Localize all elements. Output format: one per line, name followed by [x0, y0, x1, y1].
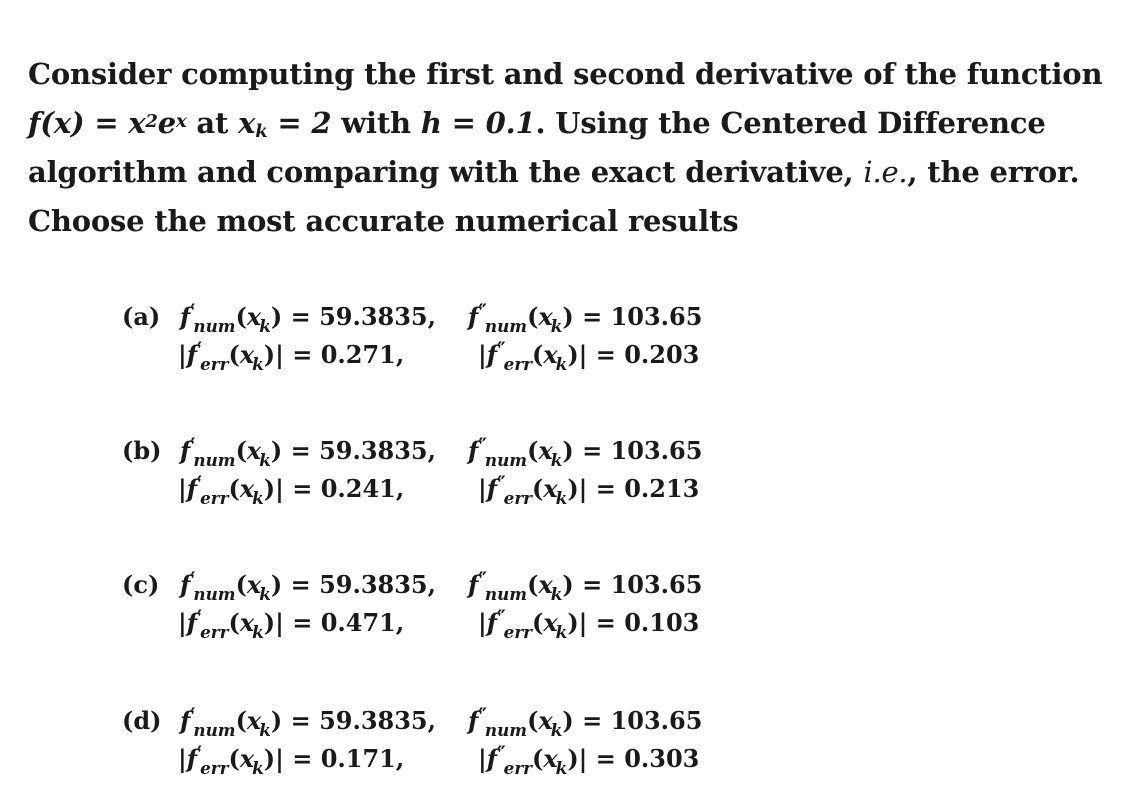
- first-derivative-error: $|f'_{err}(x_k)| = 0.271$,: [178, 338, 405, 375]
- second-derivative-error: $|f''_{err}(x_k)| = 0.203$: [478, 338, 700, 375]
- second-derivative-numerical: $f''_{num}(x_k) = 103.65$: [468, 300, 703, 337]
- option-label: (d): [122, 706, 162, 735]
- first-derivative-numerical: $f'_{num}(x_k) = 59.3835$,: [180, 434, 436, 471]
- first-derivative-numerical: $f'_{num}(x_k) = 59.3835$,: [180, 300, 436, 337]
- text-with: with: [331, 106, 421, 140]
- second-derivative-error: $|f''_{err}(x_k)| = 0.213$: [478, 472, 700, 509]
- text-error: , the error.: [907, 155, 1080, 189]
- question-line-4: Choose the most accurate numerical results: [28, 204, 739, 238]
- value: 0.213: [624, 474, 700, 503]
- value: 0.303: [624, 744, 700, 773]
- first-derivative-error: $|f'_{err}(x_k)| = 0.471$,: [178, 606, 405, 643]
- value: 0.103: [624, 608, 700, 637]
- question-line-1: Consider computing the first and second derivative of the function: [28, 57, 1103, 91]
- second-derivative-error: $|f''_{err}(x_k)| = 0.103$: [478, 606, 700, 643]
- value: 0.203: [624, 340, 700, 369]
- option-label: (b): [122, 436, 162, 465]
- option-d[interactable]: [122, 700, 762, 790]
- value: 103.65: [610, 436, 703, 465]
- question-line-2: [28, 99, 1088, 148]
- value: 103.65: [610, 302, 703, 331]
- first-derivative-error: $|f'_{err}(x_k)| = 0.241$,: [178, 472, 405, 509]
- value: 59.3835: [319, 706, 428, 735]
- function-definition: $f(x) = x^2e^x$: [28, 106, 187, 140]
- option-label: (a): [122, 302, 161, 331]
- value: 103.65: [610, 706, 703, 735]
- first-derivative-numerical: $f'_{num}(x_k) = 59.3835$,: [180, 704, 436, 741]
- option-label: (c): [122, 570, 160, 599]
- second-derivative-numerical: $f''_{num}(x_k) = 103.65$: [468, 434, 703, 471]
- value: 0.171: [320, 744, 396, 773]
- text-method: . Using the Centered Difference: [535, 106, 1046, 140]
- second-derivative-error: $|f''_{err}(x_k)| = 0.303$: [478, 742, 700, 779]
- first-derivative-error: $|f'_{err}(x_k)| = 0.171$,: [178, 742, 405, 779]
- step-size: h = 0.1: [420, 106, 536, 140]
- value: 0.471: [320, 608, 396, 637]
- value: 59.3835: [319, 436, 428, 465]
- text-ie: i.e.: [863, 155, 908, 189]
- question-line-3: [28, 148, 1088, 197]
- value: 0.271: [320, 340, 396, 369]
- evaluation-point: $x_k = 2$: [238, 106, 332, 143]
- value: 59.3835: [319, 570, 428, 599]
- option-b[interactable]: [122, 430, 762, 520]
- value: 0.241: [320, 474, 396, 503]
- option-c[interactable]: [122, 564, 762, 654]
- option-a[interactable]: [122, 296, 762, 386]
- text-at: at: [186, 106, 239, 140]
- value: 59.3835: [319, 302, 428, 331]
- second-derivative-numerical: $f''_{num}(x_k) = 103.65$: [468, 568, 703, 605]
- second-derivative-numerical: $f''_{num}(x_k) = 103.65$: [468, 704, 703, 741]
- value: 103.65: [610, 570, 703, 599]
- first-derivative-numerical: $f'_{num}(x_k) = 59.3835$,: [180, 568, 436, 605]
- text-comparing: algorithm and comparing with the exact derivative,: [28, 155, 864, 189]
- question-text: [28, 50, 1103, 246]
